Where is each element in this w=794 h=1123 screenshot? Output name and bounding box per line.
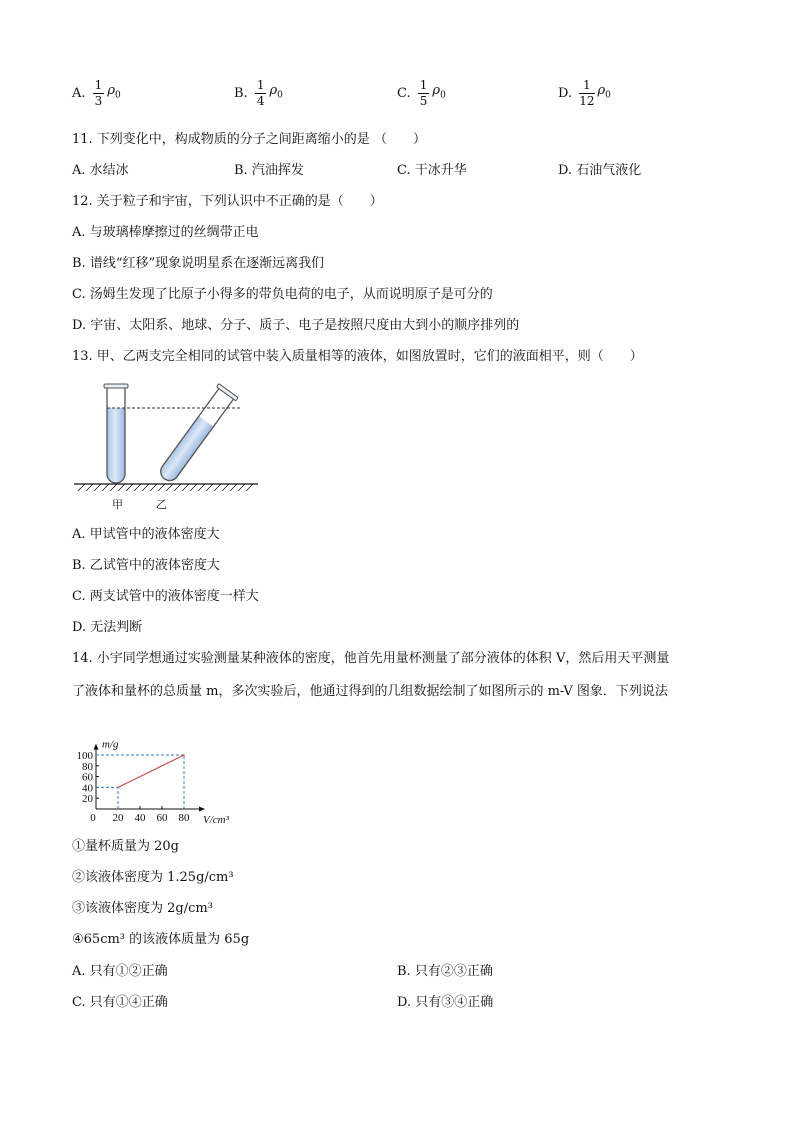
q10-option-a-letter: A. xyxy=(72,86,86,101)
q14-stem-line2: 了液体和量杯的总质量 m，多次实验后，他通过得到的几组数据绘制了如图所示的 m-V 图象．下列说法 xyxy=(72,684,668,699)
q14-option-a: A. 只有①②正确 xyxy=(72,964,168,979)
x-tick-label: 40 xyxy=(134,812,146,824)
test-tubes-figure xyxy=(70,380,265,515)
ground-hatching xyxy=(78,484,253,491)
q14-statement-1: ①量杯质量为 20g xyxy=(72,839,179,854)
q10-option-d-letter: D. xyxy=(558,86,573,101)
x-tick-label: 20 xyxy=(112,812,124,824)
q12-stem: 12. 关于粒子和宇宙，下列认识中不正确的是（ ） xyxy=(72,194,383,209)
q14-statement-2: ②该液体密度为 1.25g/cm³ xyxy=(72,870,234,885)
q11-option-d: D. 石油气液化 xyxy=(558,163,642,178)
q12-option-c: C. 汤姆生发现了比原子小得多的带负电荷的电子，从而说明原子是可分的 xyxy=(72,287,493,302)
q12-option-b: B. 谱线“红移”现象说明星系在逐渐远离我们 xyxy=(72,256,325,271)
q14-option-c: C. 只有①④正确 xyxy=(72,995,168,1010)
q13-stem: 13. 甲、乙两支完全相同的试管中装入质量相等的液体，如图放置时，它们的液面相平，则（ ） xyxy=(72,349,643,364)
x-axis-arrow xyxy=(199,807,205,812)
q10-option-d xyxy=(558,78,611,109)
q10-option-b-fraction: $\frac{1}{4}$ xyxy=(256,78,265,108)
data-point xyxy=(183,754,185,756)
q14-stem-line1: 14. 小宇同学想通过实验测量某种液体的密度，他首先用量杯测量了部分液体的体积 V，然后用天平测量 xyxy=(72,651,670,666)
q12-option-d: D. 宇宙、太阳系、地球、分子、质子、电子是按照尺度由大到小的顺序排列的 xyxy=(72,318,520,333)
x-axis-label: V/cm³ xyxy=(203,814,229,826)
q10-option-c-fraction: $\frac{1}{5}$ xyxy=(419,78,428,108)
q12-option-a: A. 与玻璃棒摩擦过的丝绸带正电 xyxy=(72,225,259,240)
series-line xyxy=(118,755,184,787)
y-tick-label: 80 xyxy=(82,760,93,773)
rho-symbol: $\rho_0$ xyxy=(107,83,121,101)
q10-option-b-letter: B. xyxy=(234,86,248,101)
q14-option-b: B. 只有②③正确 xyxy=(397,964,493,979)
q14-statement-3: ③该液体密度为 2g/cm³ xyxy=(72,901,213,916)
rho-symbol: $\rho_0$ xyxy=(269,83,283,101)
rho-symbol: $\rho_0$ xyxy=(597,83,611,101)
q10-option-c xyxy=(397,78,446,109)
q13-option-d: D. 无法判断 xyxy=(72,620,143,635)
m-v-chart xyxy=(72,703,287,830)
label-yi: 乙 xyxy=(156,499,167,511)
y-axis-arrow xyxy=(94,744,99,750)
q10-option-a-fraction: $\frac{1}{3}$ xyxy=(94,78,103,108)
y-tick-label: 40 xyxy=(82,782,93,795)
rho-symbol: $\rho_0$ xyxy=(432,83,446,101)
tube-yi xyxy=(155,384,238,486)
q14-statement-4: ④65cm³ 的该液体质量为 65g xyxy=(72,932,250,947)
q11-option-b: B. 汽油挥发 xyxy=(234,163,304,178)
y-tick-label: 60 xyxy=(82,771,93,784)
q11-option-c: C. 干冰升华 xyxy=(397,163,467,178)
q13-option-a: A. 甲试管中的液体密度大 xyxy=(72,527,220,542)
q11-option-a: A. 水结冰 xyxy=(72,163,129,178)
label-jia: 甲 xyxy=(112,499,123,511)
tube-jia xyxy=(104,384,128,483)
q10-option-d-fraction: $\frac{1}{12}$ xyxy=(579,78,595,108)
y-tick-label: 100 xyxy=(76,750,93,762)
q14-option-d: D. 只有③④正确 xyxy=(397,995,494,1010)
x-tick-label: 80 xyxy=(178,812,190,824)
x-tick-label: 60 xyxy=(156,812,168,824)
q11-stem: 11. 下列变化中，构成物质的分子之间距离缩小的是 （ ） xyxy=(72,132,426,147)
q13-option-c: C. 两支试管中的液体密度一样大 xyxy=(72,589,259,604)
q10-option-b xyxy=(234,78,283,109)
data-point xyxy=(117,787,119,789)
x-tick-label: 0 xyxy=(90,812,96,824)
q13-option-b: B. 乙试管中的液体密度大 xyxy=(72,558,220,573)
q10-option-a xyxy=(72,78,121,109)
y-tick-label: 20 xyxy=(82,793,93,806)
y-axis-label: m/g xyxy=(102,738,119,751)
q10-option-c-letter: C. xyxy=(397,86,411,101)
